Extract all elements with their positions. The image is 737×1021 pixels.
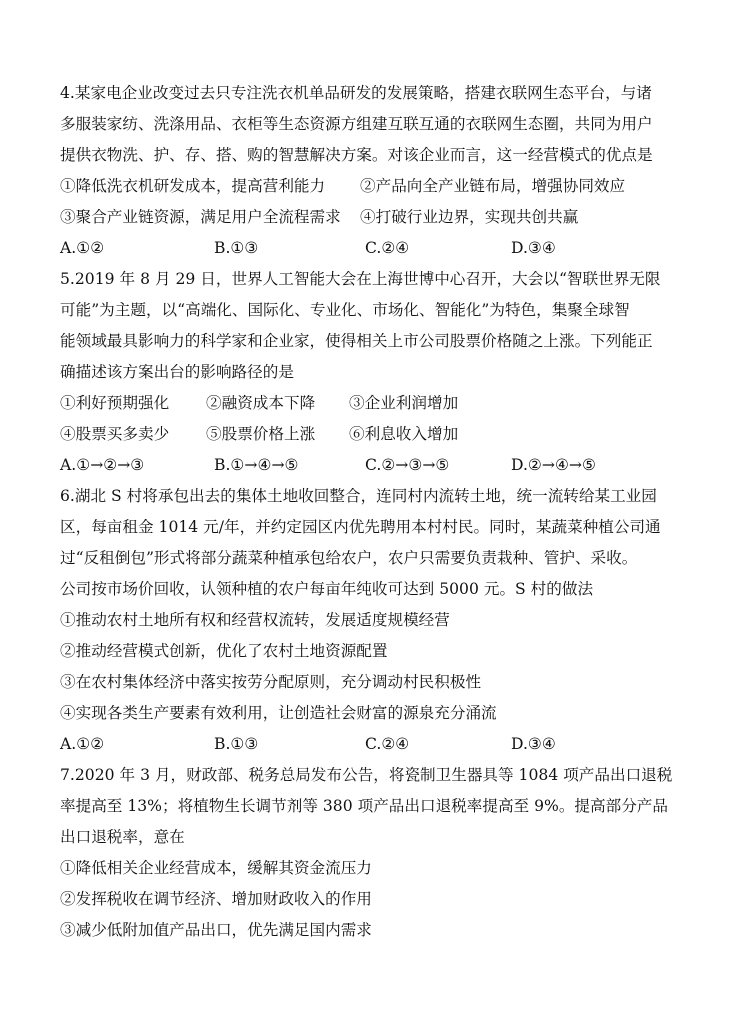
statement-item: ②融资成本下降 [206, 394, 316, 412]
choice-b[interactable]: B.①③ [214, 239, 259, 257]
choice-d[interactable]: D.③④ [511, 239, 556, 257]
statement-item: ②产品向全产业链布局，增强协同效应 [360, 177, 626, 195]
question-stem-line: 7.2020 年 3 月，财政部、税务总局发布公告，将瓷制卫生器具等 1084 项产品出口退税 [60, 766, 673, 784]
statement-item: ①降低相关企业经营成本，缓解其资金流压力 [60, 859, 372, 877]
choice-b[interactable]: B.①→④→⑤ [214, 456, 299, 474]
answer-choices [60, 450, 707, 481]
question-stem-line: 提供衣物洗、护、存、搭、购的智慧解决方案。对该企业而言，这一经营模式的优点是 [60, 146, 653, 164]
statement-item: ④实现各类生产要素有效利用，让创造社会财富的源泉充分涌流 [60, 704, 497, 722]
question-stem-line: 确描述该方案出台的影响路径的是 [60, 363, 294, 381]
answer-choices [60, 729, 707, 760]
question-stem-line: 出口退税率，意在 [60, 828, 185, 846]
choice-c[interactable]: C.②④ [365, 735, 410, 753]
statement-item: ③企业利润增加 [349, 394, 459, 412]
choice-a[interactable]: A.①→②→③ [60, 456, 145, 474]
choice-c[interactable]: C.②④ [365, 239, 410, 257]
question-stem-line: 6.湖北 S 村将承包出去的集体土地收回整合，连同村内流转土地，统一流转给某工业园 [60, 487, 657, 505]
question-stem-line: 5.2019 年 8 月 29 日，世界人工智能大会在上海世博中心召开，大会以“智联世界无限 [60, 270, 661, 288]
question-6 [60, 481, 707, 760]
choice-d[interactable]: D.②→④→⑤ [511, 456, 596, 474]
statement-row [60, 419, 707, 450]
statement-item: ⑤股票价格上涨 [206, 425, 316, 443]
statement-row [60, 388, 707, 419]
question-stem-line: 过“反租倒包”形式将部分蔬菜种植承包给农户，农户只需要负责栽种、管护、采收。 [60, 549, 638, 567]
question-stem-line: 4.某家电企业改变过去只专注洗衣机单品研发的发展策略，搭建衣联网生态平台，与诸 [60, 84, 652, 102]
statement-item: ②发挥税收在调节经济、增加财政收入的作用 [60, 890, 372, 908]
statement-item: ①降低洗衣机研发成本，提高营利能力 [60, 177, 326, 195]
statement-item: ③聚合产业链资源，满足用户全流程需求 [60, 208, 341, 226]
statement-item: ④打破行业边界，实现共创共赢 [360, 208, 579, 226]
statement-item: ②推动经营模式创新，优化了农村土地资源配置 [60, 642, 388, 660]
question-7 [60, 760, 707, 946]
question-stem-line: 可能”为主题，以“高端化、国际化、专业化、市场化、智能化”为特色，集聚全球智 [60, 301, 630, 319]
question-stem-line: 区，每亩租金 1014 元/年，并约定园区内优先聘用本村村民。同时，某蔬菜种植公司通 [60, 518, 661, 536]
question-4 [60, 78, 707, 264]
statement-row [60, 202, 707, 233]
question-5 [60, 264, 707, 481]
question-stem-line: 能领域最具影响力的科学家和企业家，使得相关上市公司股票价格随之上涨。下列能正 [60, 332, 653, 350]
statement-item: ④股票买多卖少 [60, 425, 170, 443]
question-stem-line: 多服装家纺、洗涤用品、衣柜等生态资源方组建互联互通的衣联网生态圈，共同为用户 [60, 115, 653, 133]
statement-item: ③在农村集体经济中落实按劳分配原则，充分调动村民积极性 [60, 673, 482, 691]
statement-row [60, 171, 707, 202]
statement-item: ①推动农村土地所有权和经营权流转，发展适度规模经营 [60, 611, 450, 629]
choice-d[interactable]: D.③④ [511, 735, 556, 753]
question-stem-line: 率提高至 13%；将植物生长调节剂等 380 项产品出口退税率提高至 9%。提高部分产品 [60, 797, 668, 815]
choice-b[interactable]: B.①③ [214, 735, 259, 753]
choice-a[interactable]: A.①② [60, 239, 105, 257]
choice-a[interactable]: A.①② [60, 735, 105, 753]
statement-item: ①利好预期强化 [60, 394, 170, 412]
question-stem-line: 公司按市场价回收，认领种植的农户每亩年纯收可达到 5000 元。S 村的做法 [60, 580, 594, 598]
statement-item: ③减少低附加值产品出口，优先满足国内需求 [60, 921, 372, 939]
choice-c[interactable]: C.②→③→⑤ [365, 456, 450, 474]
statement-item: ⑥利息收入增加 [349, 425, 459, 443]
answer-choices [60, 233, 707, 264]
